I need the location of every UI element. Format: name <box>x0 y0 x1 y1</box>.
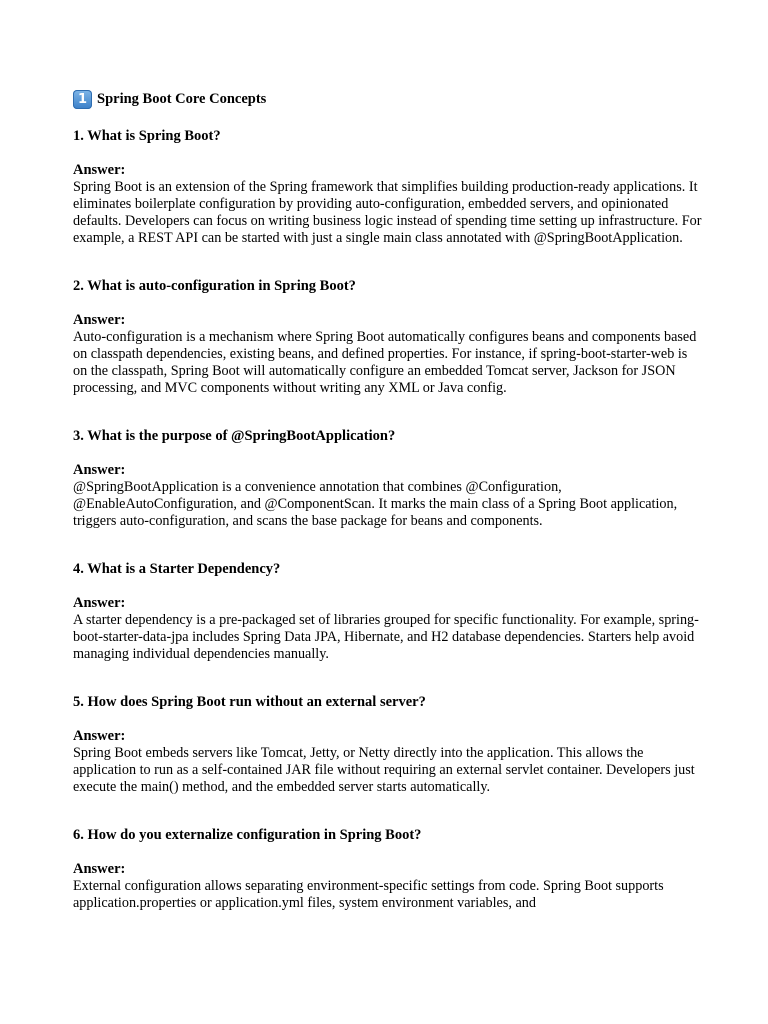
answer-text-1: Spring Boot is an extension of the Spring framework that simplifies building production-ready applications. It eliminates boilerplate configuration by providing auto-configuration, embedded servers, and opinionated defaults. Developers can focus on writing business logic instead of spending time setting up infrastructure. For example, a REST API can be started with just a single main class annotated with @SpringBootApplication. <box>73 179 702 246</box>
qa-item-3 <box>73 428 713 530</box>
spacer <box>73 796 713 827</box>
question-1: 1. What is Spring Boot? <box>73 128 221 144</box>
answer-label-3: Answer: <box>73 462 126 478</box>
question-5: 5. How does Spring Boot run without an external server? <box>73 694 426 710</box>
answer-label-4: Answer: <box>73 595 126 611</box>
answer-text-5: Spring Boot embeds servers like Tomcat, Jetty, or Netty directly into the application. This allows the application to run as a self-contained JAR file without requiring an external servlet container. Developers just execute the main() method, and the embedded server starts automatically. <box>73 745 695 795</box>
spacer <box>73 397 713 428</box>
keycap-one-icon: 1 <box>73 90 92 109</box>
qa-item-6 <box>73 827 713 912</box>
answer-label-2: Answer: <box>73 312 126 328</box>
question-6: 6. How do you externalize configuration in Spring Boot? <box>73 827 422 843</box>
spacer <box>73 663 713 694</box>
answer-text-3: @SpringBootApplication is a convenience annotation that combines @Configuration, @EnableAutoConfiguration, and @ComponentScan. It marks the main class of a Spring Boot application, triggers auto-configuration, and scans the base package for beans and components. <box>73 479 678 529</box>
answer-text-2: Auto-configuration is a mechanism where Spring Boot automatically configures beans and components based on classpath dependencies, existing beans, and defined properties. For instance, if spring-boot-starter-web is on the classpath, Spring Boot will automatically configure an embedded Tomcat server, Jackson for JSON processing, and MVC components without writing any XML or Java config. <box>73 329 697 396</box>
answer-text-6: External configuration allows separating environment-specific settings from code. Spring Boot supports application.properties or application.yml files, system environment variables, and <box>73 878 664 911</box>
spacer <box>73 530 713 561</box>
answer-label-1: Answer: <box>73 162 126 178</box>
qa-item-1 <box>73 128 713 247</box>
question-2: 2. What is auto-configuration in Spring Boot? <box>73 278 356 294</box>
qa-item-4 <box>73 561 713 663</box>
answer-label-6: Answer: <box>73 861 126 877</box>
qa-item-2 <box>73 278 713 397</box>
qa-item-5 <box>73 694 713 796</box>
question-3: 3. What is the purpose of @SpringBootApplication? <box>73 428 396 444</box>
answer-text-4: A starter dependency is a pre-packaged set of libraries grouped for specific functionality. For example, spring-boot-starter-data-jpa includes Spring Data JPA, Hibernate, and H2 database dependencies. Starters help avoid managing individual dependencies manually. <box>73 612 699 662</box>
spacer <box>73 247 713 278</box>
answer-label-5: Answer: <box>73 728 126 744</box>
question-4: 4. What is a Starter Dependency? <box>73 561 281 577</box>
section-header <box>73 86 713 112</box>
document-page <box>73 86 713 912</box>
section-title: Spring Boot Core Concepts <box>97 90 267 107</box>
